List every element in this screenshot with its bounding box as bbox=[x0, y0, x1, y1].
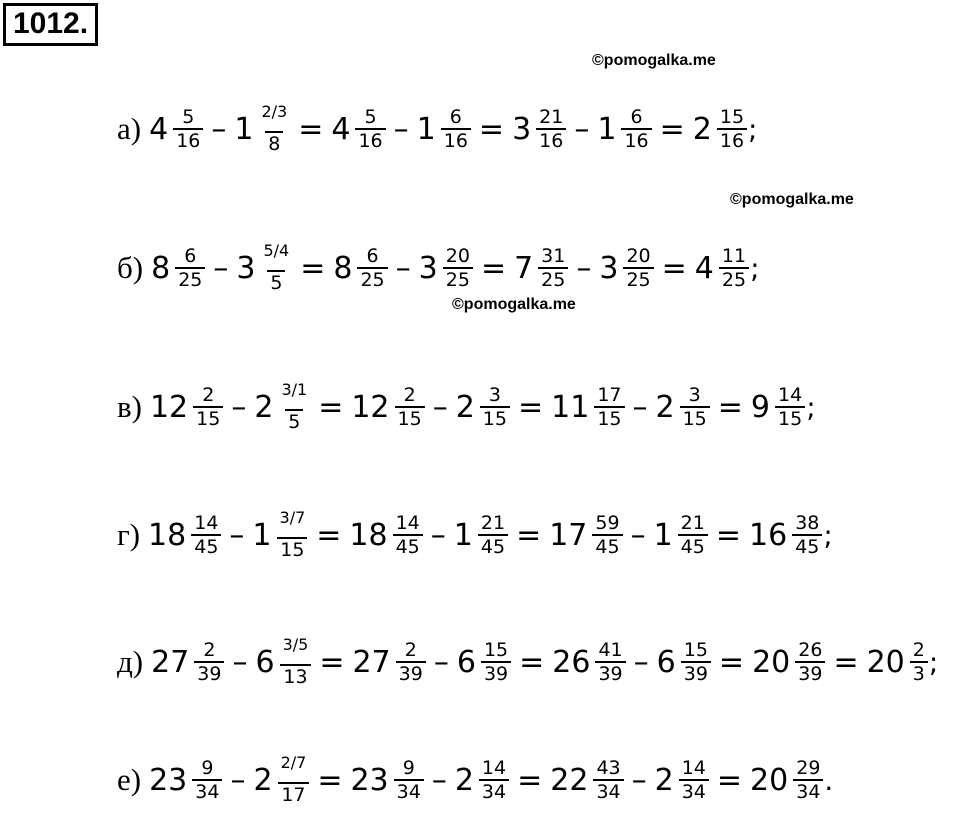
whole-number: 1 bbox=[597, 111, 617, 147]
denominator: 15 bbox=[594, 406, 624, 430]
numerator: 43 bbox=[596, 757, 621, 779]
operator: = bbox=[516, 517, 542, 553]
fraction bbox=[173, 106, 203, 152]
operator: – bbox=[232, 644, 248, 680]
whole-number: 20 bbox=[750, 762, 789, 798]
denominator: 15 bbox=[775, 406, 805, 430]
denominator: 34 bbox=[679, 779, 709, 803]
fraction bbox=[623, 245, 653, 291]
whole-number: 4 bbox=[149, 111, 169, 147]
operator: = bbox=[319, 644, 345, 680]
nested-fraction bbox=[278, 381, 310, 433]
fraction bbox=[536, 106, 566, 152]
denominator: 39 bbox=[396, 661, 426, 685]
whole-number: 3 bbox=[418, 250, 438, 286]
row-terminator: ; bbox=[928, 645, 939, 679]
numerator: 59 bbox=[595, 512, 620, 534]
numerator: 38 bbox=[795, 512, 820, 534]
numerator: 5 bbox=[364, 106, 377, 128]
denominator: 45 bbox=[191, 534, 221, 558]
fraction bbox=[193, 384, 223, 430]
operator: = bbox=[716, 762, 743, 798]
numerator: 14 bbox=[194, 512, 219, 534]
whole-number: 18 bbox=[349, 517, 388, 553]
numerator: 6 bbox=[366, 245, 379, 267]
fraction bbox=[793, 757, 823, 803]
operator: = bbox=[300, 250, 326, 286]
denominator: 45 bbox=[678, 534, 708, 558]
whole-number: 2 bbox=[654, 762, 674, 798]
fraction bbox=[479, 757, 509, 803]
fraction bbox=[480, 384, 510, 430]
operator: = bbox=[717, 389, 743, 425]
denominator: 5 bbox=[267, 270, 285, 294]
numerator: 6 bbox=[184, 245, 197, 267]
whole-number: 16 bbox=[749, 517, 788, 553]
fraction bbox=[680, 384, 710, 430]
fraction bbox=[538, 245, 568, 291]
numerator: 14 bbox=[681, 757, 706, 779]
numerator: 14 bbox=[395, 512, 420, 534]
denominator: 17 bbox=[278, 782, 308, 806]
denominator: 25 bbox=[175, 267, 205, 291]
denominator: 45 bbox=[478, 534, 508, 558]
denominator: 34 bbox=[593, 779, 623, 803]
whole-number: 1 bbox=[234, 111, 254, 147]
row-label: б) bbox=[117, 250, 144, 285]
operator: – bbox=[574, 111, 590, 147]
denominator: 39 bbox=[681, 661, 711, 685]
whole-number: 18 bbox=[148, 517, 187, 553]
numerator: 41 bbox=[598, 639, 623, 661]
denominator: 34 bbox=[479, 779, 509, 803]
equation-row-e bbox=[117, 745, 833, 815]
whole-number: 26 bbox=[552, 644, 591, 680]
numerator: 20 bbox=[445, 245, 470, 267]
nested-fraction bbox=[278, 754, 310, 806]
operator: = bbox=[480, 250, 507, 286]
whole-number: 20 bbox=[752, 644, 791, 680]
whole-number: 1 bbox=[453, 517, 473, 553]
fraction bbox=[594, 384, 624, 430]
denominator: 16 bbox=[173, 128, 203, 152]
denominator: 25 bbox=[623, 267, 653, 291]
numerator: 14 bbox=[778, 384, 803, 406]
denominator: 15 bbox=[395, 406, 425, 430]
denominator: 45 bbox=[792, 534, 822, 558]
operator: – bbox=[631, 762, 647, 798]
whole-number: 6 bbox=[456, 644, 476, 680]
whole-number: 23 bbox=[350, 762, 389, 798]
numerator: 21 bbox=[680, 512, 705, 534]
fraction bbox=[717, 106, 747, 152]
whole-number: 1 bbox=[416, 111, 436, 147]
operator: = bbox=[715, 517, 741, 553]
denominator: 16 bbox=[441, 128, 471, 152]
numerator: 2 bbox=[404, 639, 417, 661]
row-terminator: ; bbox=[750, 251, 760, 285]
numerator: 14 bbox=[481, 757, 507, 779]
fraction bbox=[357, 245, 387, 291]
problem-number: 1012. bbox=[3, 3, 98, 46]
numerator: 20 bbox=[626, 245, 651, 267]
operator: – bbox=[395, 250, 411, 286]
operator: = bbox=[833, 644, 859, 680]
fraction bbox=[592, 512, 622, 558]
row-terminator: ; bbox=[806, 390, 816, 424]
operator: – bbox=[576, 250, 592, 286]
operator: = bbox=[478, 111, 505, 147]
fraction bbox=[719, 245, 749, 291]
operator: = bbox=[519, 644, 545, 680]
equation-row-v bbox=[117, 372, 816, 442]
whole-number: 1 bbox=[653, 517, 673, 553]
numerator: 2/3 bbox=[261, 102, 288, 121]
operator: = bbox=[317, 762, 343, 798]
row-terminator: ; bbox=[823, 518, 833, 552]
whole-number: 2 bbox=[655, 389, 675, 425]
fraction bbox=[679, 757, 709, 803]
whole-number: 12 bbox=[149, 389, 189, 425]
numerator: 29 bbox=[796, 757, 821, 779]
whole-number: 4 bbox=[331, 111, 351, 147]
denominator: 25 bbox=[719, 267, 749, 291]
operator: – bbox=[630, 517, 646, 553]
denominator: 34 bbox=[192, 779, 222, 803]
whole-number: 2 bbox=[253, 762, 273, 798]
numerator: 9 bbox=[402, 757, 415, 779]
fraction bbox=[395, 384, 425, 430]
denominator: 16 bbox=[536, 128, 566, 152]
nested-fraction bbox=[277, 509, 309, 561]
denominator: 16 bbox=[355, 128, 385, 152]
fraction bbox=[775, 384, 805, 430]
denominator: 16 bbox=[621, 128, 651, 152]
whole-number: 2 bbox=[455, 389, 475, 425]
whole-number: 8 bbox=[151, 250, 171, 286]
operator: = bbox=[316, 517, 342, 553]
whole-number: 2 bbox=[454, 762, 474, 798]
whole-number: 3 bbox=[599, 250, 619, 286]
denominator: 15 bbox=[680, 406, 710, 430]
operator: = bbox=[659, 111, 685, 147]
whole-number: 1 bbox=[252, 517, 272, 553]
fraction bbox=[394, 757, 424, 803]
operator: – bbox=[432, 389, 448, 425]
operator: = bbox=[517, 762, 543, 798]
whole-number: 3 bbox=[512, 111, 532, 147]
numerator: 17 bbox=[597, 384, 622, 406]
fraction bbox=[678, 512, 708, 558]
whole-number: 11 bbox=[551, 389, 590, 425]
row-terminator: ; bbox=[748, 112, 758, 146]
fraction bbox=[481, 639, 511, 685]
whole-number: 6 bbox=[656, 644, 676, 680]
denominator: 45 bbox=[592, 534, 622, 558]
whole-number: 17 bbox=[549, 517, 588, 553]
fraction bbox=[478, 512, 508, 558]
operator: – bbox=[431, 762, 447, 798]
row-label: е) bbox=[117, 762, 142, 797]
fraction bbox=[621, 106, 651, 152]
row-label: д) bbox=[117, 644, 144, 679]
equation-row-a bbox=[117, 94, 757, 164]
whole-number: 27 bbox=[151, 644, 190, 680]
denominator: 13 bbox=[280, 664, 310, 688]
denominator: 8 bbox=[265, 131, 283, 155]
denominator: 25 bbox=[357, 267, 387, 291]
denominator: 39 bbox=[194, 661, 224, 685]
operator: – bbox=[230, 762, 246, 798]
whole-number: 27 bbox=[352, 644, 391, 680]
whole-number: 9 bbox=[750, 389, 771, 425]
fraction bbox=[441, 106, 471, 152]
nested-fraction bbox=[260, 242, 292, 294]
whole-number: 2 bbox=[254, 389, 274, 425]
operator: = bbox=[318, 389, 344, 425]
denominator: 39 bbox=[595, 661, 625, 685]
numerator: 3 bbox=[688, 384, 701, 406]
denominator: 34 bbox=[793, 779, 823, 803]
numerator: 11 bbox=[721, 245, 747, 267]
nested-fraction bbox=[280, 636, 312, 688]
nested-fraction bbox=[258, 103, 290, 155]
fraction bbox=[393, 512, 423, 558]
equation-row-g bbox=[117, 500, 833, 570]
fraction bbox=[443, 245, 473, 291]
whole-number: 12 bbox=[351, 389, 390, 425]
fraction bbox=[593, 757, 623, 803]
row-label: г) bbox=[117, 517, 141, 552]
numerator: 6 bbox=[630, 106, 643, 128]
whole-number: 2 bbox=[692, 111, 712, 147]
numerator: 21 bbox=[539, 106, 564, 128]
whole-number: 20 bbox=[866, 644, 905, 680]
operator: = bbox=[298, 111, 324, 147]
denominator: 15 bbox=[277, 537, 307, 561]
operator: – bbox=[430, 517, 446, 553]
denominator: 25 bbox=[538, 267, 568, 291]
operator: = bbox=[718, 644, 745, 680]
operator: – bbox=[211, 111, 227, 147]
fraction bbox=[595, 639, 625, 685]
numerator: 9 bbox=[201, 757, 214, 779]
fraction bbox=[355, 106, 385, 152]
watermark: ©pomogalka.me bbox=[452, 296, 576, 313]
numerator: 3/5 bbox=[282, 635, 309, 654]
operator: = bbox=[661, 250, 687, 286]
fraction bbox=[792, 512, 822, 558]
equation-row-d bbox=[117, 627, 938, 697]
denominator: 3 bbox=[910, 661, 928, 685]
operator: – bbox=[229, 517, 245, 553]
numerator: 26 bbox=[798, 639, 823, 661]
equation-row-b bbox=[117, 233, 760, 303]
denominator: 15 bbox=[193, 406, 223, 430]
whole-number: 6 bbox=[255, 644, 275, 680]
row-terminator: . bbox=[824, 763, 834, 797]
whole-number: 8 bbox=[333, 250, 353, 286]
numerator: 5/4 bbox=[263, 241, 290, 260]
operator: – bbox=[633, 644, 649, 680]
watermark: ©pomogalka.me bbox=[730, 191, 854, 208]
fraction bbox=[396, 639, 426, 685]
fraction bbox=[795, 639, 825, 685]
watermark: ©pomogalka.me bbox=[592, 52, 716, 69]
numerator: 3 bbox=[488, 384, 501, 406]
denominator: 25 bbox=[443, 267, 473, 291]
operator: – bbox=[231, 389, 247, 425]
numerator: 2 bbox=[912, 639, 925, 661]
whole-number: 4 bbox=[694, 250, 714, 286]
numerator: 6 bbox=[449, 106, 462, 128]
denominator: 5 bbox=[285, 409, 303, 433]
fraction bbox=[191, 512, 221, 558]
whole-number: 22 bbox=[550, 762, 589, 798]
operator: – bbox=[393, 111, 409, 147]
numerator: 2 bbox=[203, 639, 216, 661]
numerator: 21 bbox=[480, 512, 506, 534]
operator: – bbox=[213, 250, 229, 286]
fraction bbox=[910, 639, 928, 685]
numerator: 3/7 bbox=[279, 508, 306, 527]
row-label: а) bbox=[117, 111, 142, 146]
operator: – bbox=[632, 389, 648, 425]
fraction bbox=[681, 639, 711, 685]
denominator: 16 bbox=[717, 128, 747, 152]
numerator: 3/1 bbox=[281, 380, 308, 399]
numerator: 2 bbox=[202, 384, 215, 406]
denominator: 45 bbox=[393, 534, 423, 558]
numerator: 2/7 bbox=[280, 753, 307, 772]
operator: = bbox=[517, 389, 544, 425]
numerator: 15 bbox=[719, 106, 745, 128]
numerator: 15 bbox=[483, 639, 509, 661]
numerator: 31 bbox=[541, 245, 566, 267]
numerator: 2 bbox=[403, 384, 416, 406]
fraction bbox=[192, 757, 222, 803]
fraction bbox=[175, 245, 205, 291]
denominator: 39 bbox=[481, 661, 511, 685]
numerator: 15 bbox=[683, 639, 708, 661]
denominator: 15 bbox=[480, 406, 510, 430]
fraction bbox=[194, 639, 224, 685]
whole-number: 7 bbox=[514, 250, 534, 286]
whole-number: 23 bbox=[149, 762, 188, 798]
denominator: 39 bbox=[795, 661, 825, 685]
numerator: 5 bbox=[182, 106, 195, 128]
whole-number: 3 bbox=[236, 250, 256, 286]
operator: – bbox=[433, 644, 449, 680]
row-label: в) bbox=[117, 389, 142, 424]
denominator: 34 bbox=[394, 779, 424, 803]
